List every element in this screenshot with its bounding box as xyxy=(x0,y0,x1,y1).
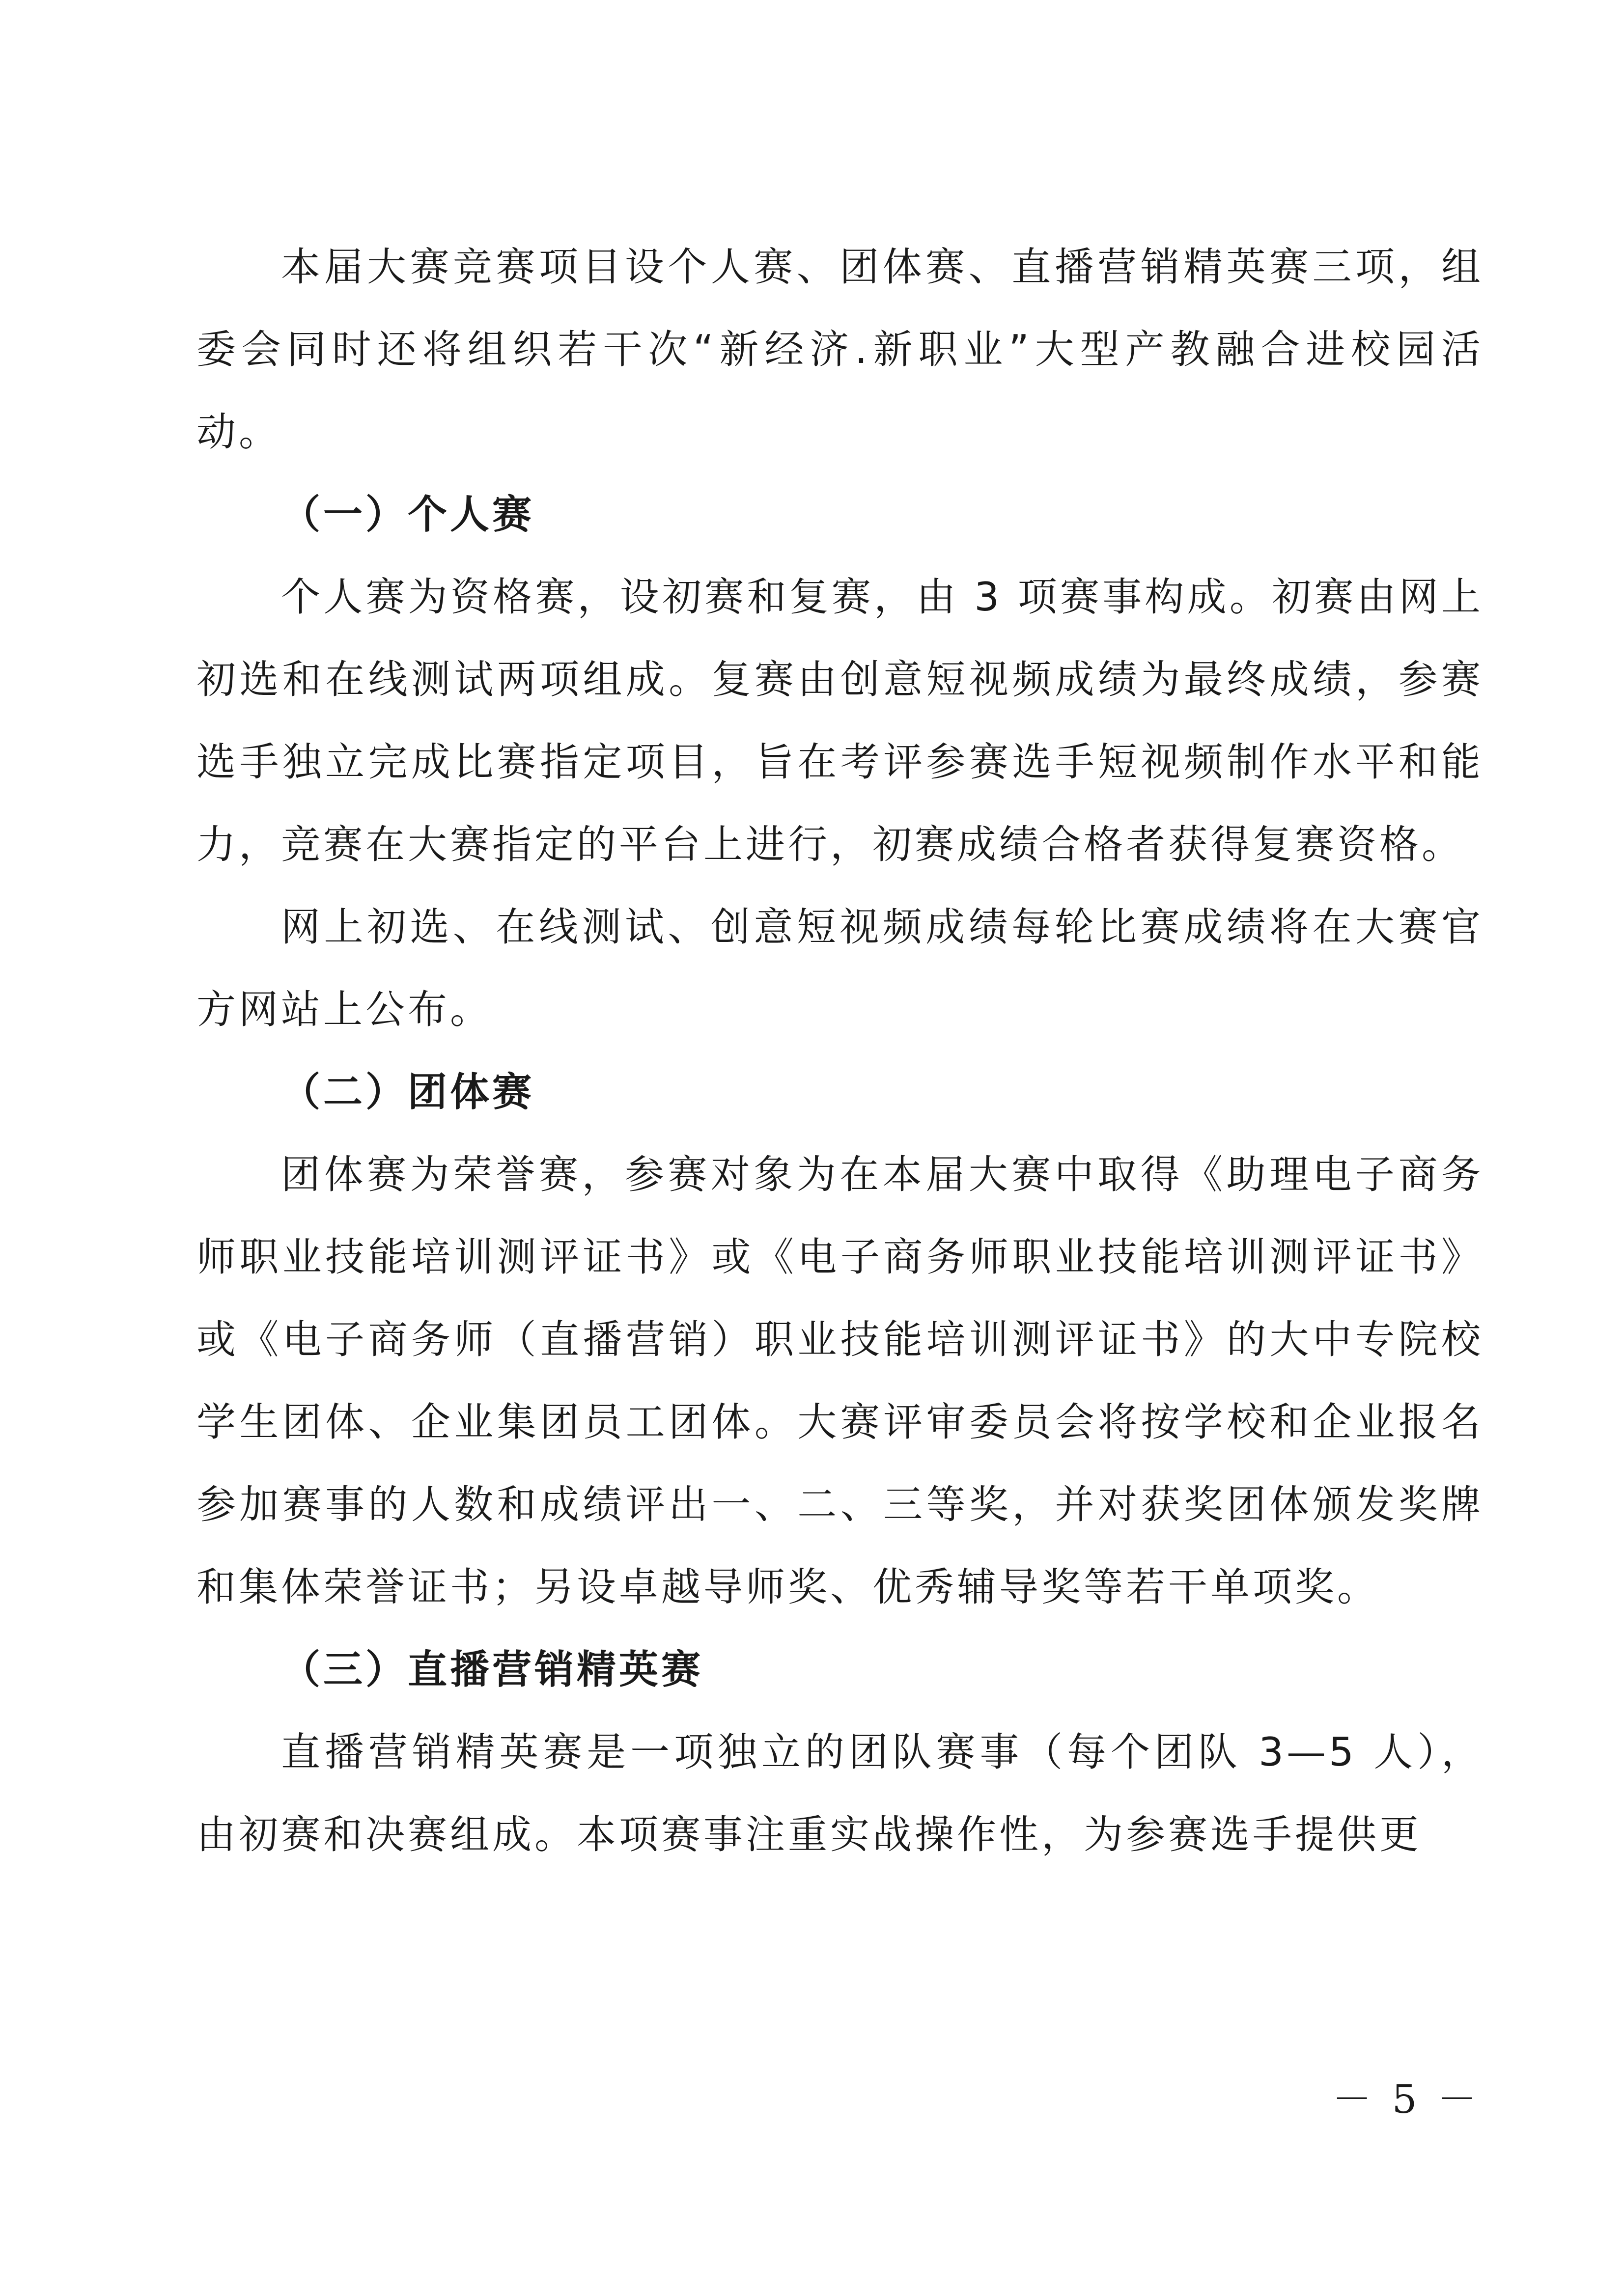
individual-paragraph-1: 个人赛为资格赛，设初赛和复赛，由 3 项赛事构成。初赛由网上初选和在线测试两项组成。复赛由创意短视频成绩为最终成绩，参赛选手独立完成比赛指定项目，旨在考评参赛选手短视频制作水平和能力，竞赛在大赛指定的平台上进行，初赛成绩合格者获得复赛资格。 xyxy=(196,574,1483,867)
intro-paragraph: 本届大赛竞赛项目设个人赛、团体赛、直播营销精英赛三项，组委会同时还将组织若干次“新经济.新职业”大型产教融合进校园活动。 xyxy=(196,244,1483,455)
individual-paragraph-2: 网上初选、在线测试、创意短视频成绩每轮比赛成绩将在大赛官方网站上公布。 xyxy=(196,904,1483,1032)
section-heading-individual: （一）个人赛 xyxy=(281,492,534,537)
section-heading-livestream: （三）直播营销精英赛 xyxy=(281,1647,703,1692)
team-paragraph: 团体赛为荣誉赛，参赛对象为在本届大赛中取得《助理电子商务师职业技能培训测评证书》或《电子商务师职业技能培训测评证书》或《电子商务师（直播营销）职业技能培训测评证书》的大中专院校学生团体、企业集团员工团体。大赛评审委员会将按学校和企业报名参加赛事的人数和成绩评出一、二、三等奖，并对获奖团体颁发奖牌和集体荣誉证书；另设卓越导师奖、优秀辅导奖等若干单项奖。 xyxy=(196,1152,1483,1610)
section-heading-team: （二）团体赛 xyxy=(281,1069,534,1115)
page-number: － 5 － xyxy=(1332,2076,1481,2122)
livestream-paragraph: 直播营销精英赛是一项独立的团队赛事（每个团队 3—5 人），由初赛和决赛组成。本项赛事注重实战操作性，为参赛选手提供更 xyxy=(196,1729,1483,1857)
document-body xyxy=(196,226,1483,1876)
